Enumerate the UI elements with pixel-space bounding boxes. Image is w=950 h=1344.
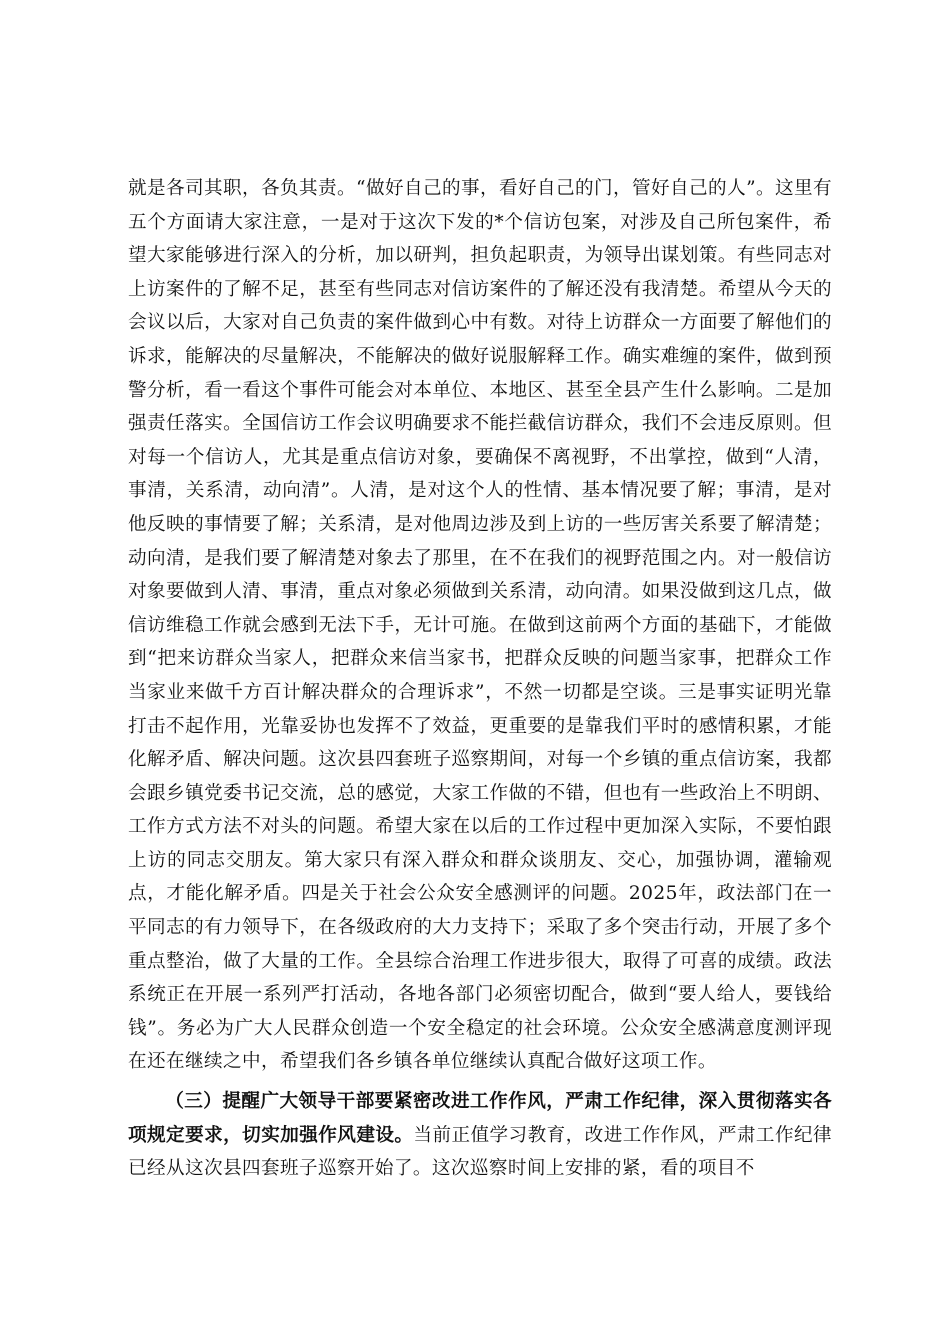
document-body xyxy=(128,172,832,1186)
paragraph-2 xyxy=(128,1085,832,1186)
section-heading-3: （三）提醒广大领导干部要紧密改进工作作风，严肃工作纪律，深入贯彻落实各项规定要求，切实加强作风建设。 xyxy=(128,1091,832,1146)
paragraph-1: 就是各司其职，各负其责。“做好自己的事，看好自己的门，管好自己的人”。这里有五个方面请大家注意，一是对于这次下发的*个信访包案，对涉及自己所包案件，希望大家能够进行深入的分析，加以研判，担负起职责，为领导出谋划策。有些同志对上访案件的了解不足，甚至有些同志对信访案件的了解还没有我清楚。希望从今天的会议以后，大家对自己负责的案件做到心中有数。对待上访群众一方面要了解他们的诉求，能解决的尽量解决，不能解决的做好说服解释工作。确实难缠的案件，做到预警分析，看一看这个事件可能会对本单位、本地区、甚至全县产生什么影响。二是加强责任落实。全国信访工作会议明确要求不能拦截信访群众，我们不会违反原则。但对每一个信访人，尤其是重点信访对象，要确保不离视野，不出掌控，做到“人清，事清，关系清，动向清”。人清，是对这个人的性情、基本情况要了解；事清，是对他反映的事情要了解；关系清，是对他周边涉及到上访的一些厉害关系要了解清楚；动向清，是我们要了解清楚对象去了那里，在不在我们的视野范围之内。对一般信访对象要做到人清、事清，重点对象必须做到关系清，动向清。如果没做到这几点，做信访维稳工作就会感到无法下手，无计可施。在做到这前两个方面的基础下，才能做到“把来访群众当家人，把群众来信当家书，把群众反映的问题当家事，把群众工作当家业来做千方百计解决群众的合理诉求”，不然一切都是空谈。三是事实证明光靠打击不起作用，光靠妥协也发挥不了效益，更重要的是靠我们平时的感情积累，才能化解矛盾、解决问题。这次县四套班子巡察期间，对每一个乡镇的重点信访案，我都会跟乡镇党委书记交流，总的感觉，大家工作做的不错，但也有一些政治上不明朗、工作方式方法不对头的问题。希望大家在以后的工作过程中更加深入实际，不要怕跟上访的同志交朋友。第大家只有深入群众和群众谈朋友、交心，加强协调，灌输观点，才能化解矛盾。四是关于社会公众安全感测评的问题。2025年，政法部门在一平同志的有力领导下，在各级政府的大力支持下；采取了多个突击行动，开展了多个重点整治，做了大量的工作。全县综合治理工作进步很大，取得了可喜的成绩。政法系统正在开展一系列严打活动，各地各部门必须密切配合，做到“要人给人，要钱给钱”。务必为广大人民群众创造一个安全稳定的社会环境。公众安全感满意度测评现在还在继续之中，希望我们各乡镇各单位继续认真配合做好这项工作。 xyxy=(128,178,832,1073)
paragraph-2-body: 当前正值学习教育，改进工作作风，严肃工作纪律已经从这次县四套班子巡察开始了。这次巡察时间上安排的紧，看的项目不 xyxy=(128,1124,832,1180)
